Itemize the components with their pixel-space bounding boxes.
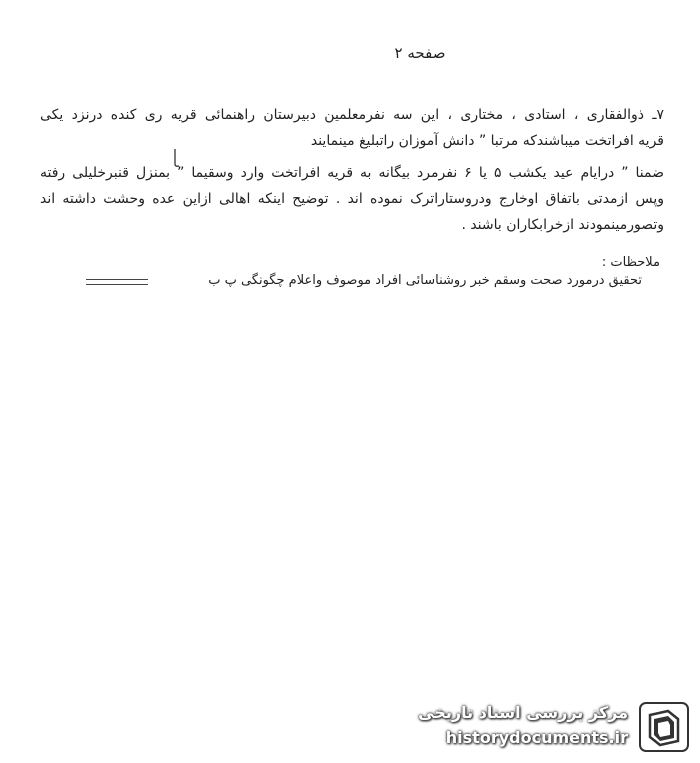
document-body [40, 102, 664, 238]
notes-title: ملاحظات : [601, 255, 660, 270]
paragraph-2-line-1: ضمنا ” درایام عید یکشب ۵ یا ۶ نفرمرد بیگانه به قریه افراتخت وارد وسقیما ” بمنزل قنبرخلیلی رفته [40, 165, 664, 181]
watermark-url: historydocuments.ir [445, 728, 628, 747]
watermark [400, 701, 690, 753]
paragraph-2-line-2: وپس ازمدتی باتفاق اوخارج ودروستاراترک نموده اند . توضیح اینکه اهالی ازاین عده وحشت داشته اند [40, 191, 664, 207]
page-number-header: صفحه ۲ [394, 44, 446, 62]
watermark-title: مرکز بررسی اسناد تاریخی [418, 703, 628, 722]
notes-text: تحقیق درمورد صحت وسقم خبر روشناسائی افراد موصوف واعلام چگونگی پ ب [208, 273, 642, 288]
notes-underline [86, 279, 148, 285]
paragraph-2-line-3: وتصورمینمودند ازخرابکاران باشند . [461, 217, 664, 233]
notes-section [208, 254, 660, 290]
paragraph-1-line-2: قریه افراتخت میباشندکه مرتبا ” دانش آموزان راتبلیغ مینمایند [310, 133, 664, 149]
handwritten-mark [172, 148, 182, 168]
paragraph-1-line-1: ۷ـ ذوالفقاری ، استادی ، مختاری ، این سه نفرمعلمین دبیرستان راهنمائی قریه ری کنده درنزد یکی [40, 107, 664, 123]
archive-logo-icon [638, 701, 690, 753]
